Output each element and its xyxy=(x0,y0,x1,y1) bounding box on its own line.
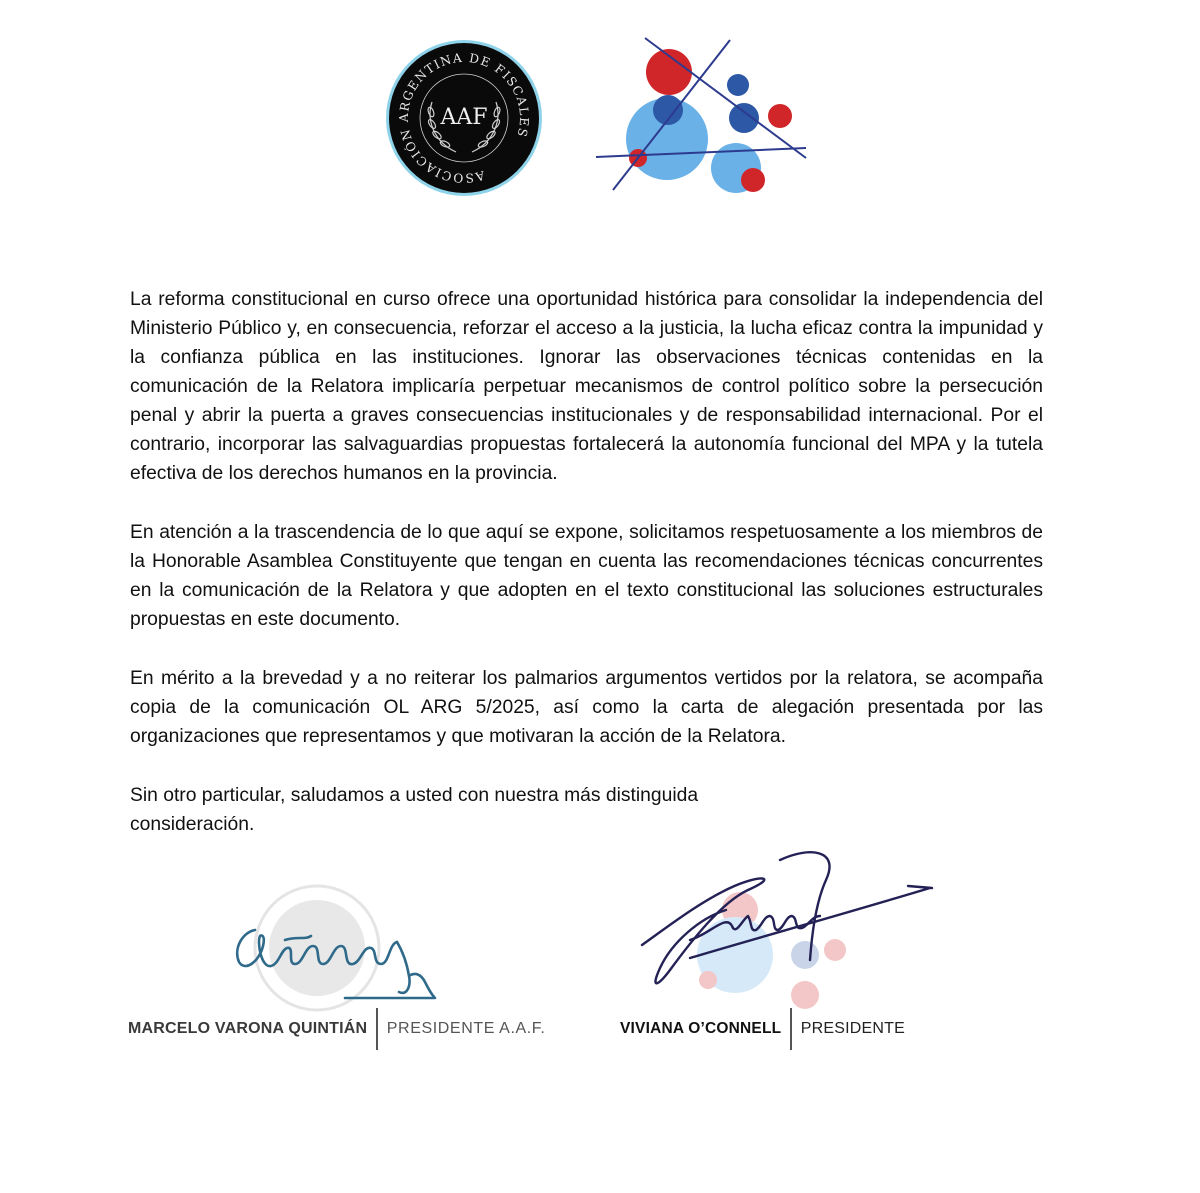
paragraph-request: En atención a la trascendencia de lo que aquí se expone, solicitamos respetuosamente a los miembros de la Honorable Asamblea Constituyente que tengan en cuenta las recomendaciones técnicas concurrentes en la comunicación de la Relatora y que adopten en el texto constitucional las soluciones estructurales propuestas en este documento. xyxy=(130,522,1043,630)
letter-body xyxy=(130,285,1043,869)
signature-caption-left xyxy=(128,1008,545,1050)
signature-right xyxy=(630,840,940,1015)
partner-logo xyxy=(590,30,815,200)
signatory-name: MARCELO VARONA QUINTIÁN xyxy=(128,1020,368,1037)
paragraph-closing: Sin otro particular, saludamos a usted con nuestra más distinguida consideración. xyxy=(130,785,699,835)
circles-and-lines-logo-icon xyxy=(596,38,806,193)
signature-left xyxy=(225,880,450,1015)
signatory-name: VIVIANA O’CONNELL xyxy=(620,1020,782,1037)
aaf-logo-ring-text: ASOCIACIÓN ARGENTINA DE FISCALES xyxy=(396,50,532,186)
paragraph-attachments: En mérito a la brevedad y a no reiterar los palmarios argumentos vertidos por la relatora, se acompaña copia de la comunicación OL ARG 5/2025, así como la carta de alegación presentada por las organizaciones que representamos y que motivaran la acción de la Relatora. xyxy=(130,668,1043,747)
aaf-logo xyxy=(384,38,544,198)
signature-caption-right xyxy=(620,1008,905,1050)
signatory-role: PRESIDENTE A.A.F. xyxy=(386,1020,546,1037)
aaf-logo-initials: AAF xyxy=(440,105,488,130)
handwritten-signature-icon xyxy=(642,852,932,983)
paragraph-conclusion: La reforma constitucional en curso ofrece una oportunidad histórica para consolidar la independencia del Ministerio Público y, en consecuencia, reforzar el acceso a la justicia, la lucha eficaz contra la impunidad y la confianza pública en las instituciones. Ignorar las observaciones técnicas contenidas en la comunicación de la Relatora implicaría perpetuar mecanismos de control político sobre la persecución penal y abrir la puerta a graves consecuencias institucionales y de responsabilidad internacional. Por el contrario, incorporar las salvaguardias propuestas fortalecerá la autonomía funcional del MPA y la tutela efectiva de los derechos humanos en la provincia. xyxy=(130,289,1043,484)
signatory-role: PRESIDENTE xyxy=(800,1020,906,1037)
